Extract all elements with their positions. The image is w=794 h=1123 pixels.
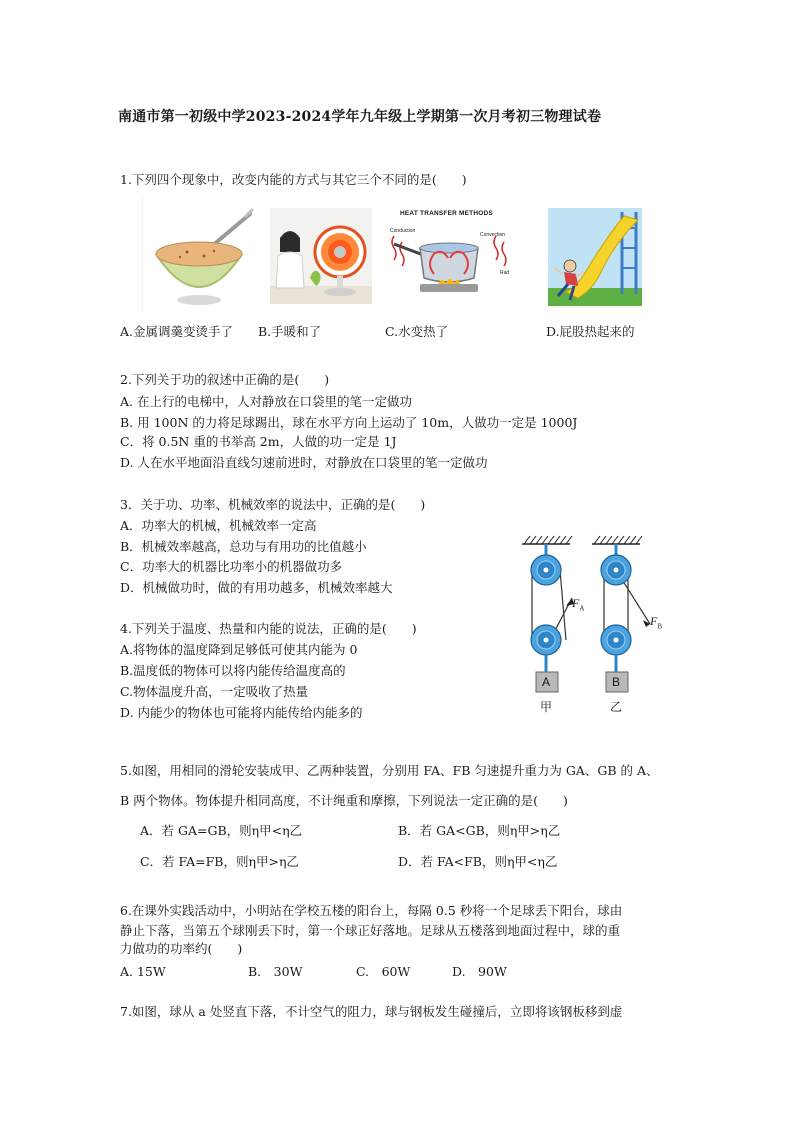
caption-yi: 乙 [610, 700, 623, 714]
question-1-stem: 1.下列四个现象中，改变内能的方式与其它三个不同的是( ) [120, 172, 467, 187]
question-5-line-2: B 两个物体。物体提升相同高度，不计绳重和摩擦，下列说法一定正确的是( ) [120, 793, 568, 808]
q5-option-a: A．若 GA=GB，则η甲<η乙 [140, 823, 303, 838]
question-6-line-3: 力做功的功率约( ) [120, 941, 243, 956]
q3-option-a: A．功率大的机械，机械效率一定高 [120, 518, 317, 533]
q5-option-c: C．若 FA=FB，则η甲>η乙 [140, 854, 299, 869]
q4-option-a: A.将物体的温度降到足够低可使其内能为 0 [120, 642, 358, 657]
convection-label: Convection [480, 232, 506, 238]
conduction-label: Conduction [390, 228, 416, 234]
q4-option-c: C.物体温度升高，一定吸收了热量 [120, 684, 309, 699]
q6-option-a: A. 15W [120, 964, 166, 979]
q3-option-b: B．机械效率越高，总功与有用功的比值越小 [120, 539, 367, 554]
caption-jia: 甲 [540, 700, 553, 714]
q1-option-b: B.手暖和了 [258, 324, 322, 339]
soup-bowl-image [142, 196, 256, 312]
question-4-stem: 4.下列关于温度、热量和内能的说法，正确的是( ) [120, 621, 417, 636]
q5-option-b: B．若 GA<GB，则η甲>η乙 [398, 823, 561, 838]
block-b-label: B [612, 675, 621, 689]
q2-option-c: C．将 0.5N 重的书举高 2m，人做的功一定是 1J [120, 434, 397, 449]
q1-option-a: A.金属调羹变烫手了 [120, 324, 234, 339]
page-title: 南通市第一初级中学2023-2024学年九年级上学期第一次月考初三物理试卷 [118, 109, 602, 125]
question-6-line-1: 6.在课外实践活动中，小明站在学校五楼的阳台上，每隔 0.5 秒将一个足球丢下阳台，球由 [120, 903, 623, 918]
heat-transfer-heading: HEAT TRANSFER METHODS [400, 210, 493, 217]
q2-option-d: D. 人在水平地面沿直线匀速前进时，对静放在口袋里的笔一定做功 [120, 455, 488, 470]
radiation-label: Rad [500, 270, 510, 276]
slide-image [548, 208, 642, 306]
question-5-line-1: 5.如图，用相同的滑轮安装成甲、乙两种装置，分别用 FA、FB 匀速提升重力为 GA、GB 的 A、 [120, 763, 659, 778]
question-2-stem: 2.下列关于功的叙述中正确的是( ) [120, 372, 330, 387]
block-a-label: A [542, 675, 551, 689]
q3-option-c: C．功率大的机器比功率小的机器做功多 [120, 559, 343, 574]
pulley-figure [512, 532, 682, 716]
heat-transfer-image [386, 206, 512, 304]
q6-option-d: D. 90W [452, 964, 507, 979]
q3-option-d: D．机械做功时，做的有用功越多，机械效率越大 [120, 580, 393, 595]
question-7-line-1: 7.如图，球从 a 处竖直下落，不计空气的阻力，球与钢板发生碰撞后，立即将该钢板移到虚 [120, 1004, 623, 1019]
q4-option-d: D. 内能少的物体也可能将内能传给内能多的 [120, 705, 363, 720]
q1-option-c: C.水变热了 [385, 324, 449, 339]
force-b-label: $F_B$ [650, 614, 663, 631]
q6-option-b: B. 30W [248, 964, 303, 979]
q6-option-c: C. 60W [356, 964, 411, 979]
q2-option-a: A. 在上行的电梯中，人对静放在口袋里的笔一定做功 [120, 394, 412, 409]
q2-option-b: B. 用 100N 的力将足球踢出，球在水平方向上运动了 10m，人做功一定是 1000J [120, 415, 578, 430]
q5-option-d: D．若 FA<FB，则η甲<η乙 [398, 854, 558, 869]
heater-image [270, 208, 372, 304]
force-a-label: $F_A$ [572, 596, 585, 613]
question-6-line-2: 静止下落，当第五个球刚丢下时，第一个球正好落地。足球从五楼落到地面过程中，球的重 [120, 923, 621, 938]
question-3-stem: 3．关于功、功率、机械效率的说法中，正确的是( ) [120, 497, 426, 512]
q4-option-b: B.温度低的物体可以将内能传给温度高的 [120, 663, 346, 678]
q1-option-d: D.屁股热起来的 [546, 324, 635, 339]
